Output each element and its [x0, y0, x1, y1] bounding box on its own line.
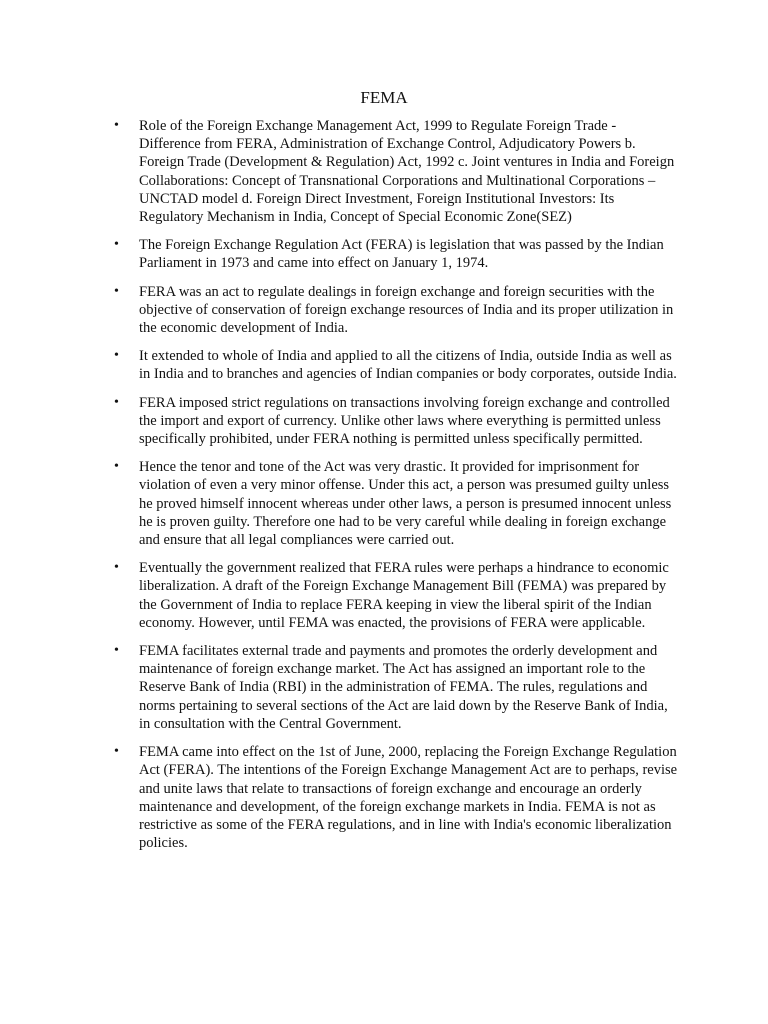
bullet-text: It extended to whole of India and applied to all the citizens of India, outside India as well as in India and to branches and agencies of Indian companies or body corporates, outside India. — [139, 348, 677, 383]
bullet-text: FERA was an act to regulate dealings in foreign exchange and foreign securities with the objective of conservation of foreign exchange resources of India and its proper utilization in the economic development of India. — [139, 283, 674, 337]
bullet-item-8 — [0, 642, 768, 733]
bullet-icon: • — [114, 348, 119, 364]
bullet-item-3 — [0, 283, 768, 338]
bullet-icon: • — [114, 643, 119, 659]
bullet-item-1 — [0, 117, 768, 226]
bullet-icon: • — [114, 459, 119, 475]
bullet-item-5 — [0, 394, 768, 449]
bullet-icon: • — [114, 560, 119, 576]
document-title: FEMA — [360, 88, 408, 107]
bullet-item-4 — [0, 347, 768, 383]
bullet-text: FEMA came into effect on the 1st of June, 2000, replacing the Foreign Exchange Regulation Act (FERA). The intentions of the Foreign Exchange Management Act are to perhaps, revise and unite laws that relate to transactions of foreign exchange and encourage an orderly maintenance and development, of the foreign exchange markets in India. FEMA is not as restrictive as some of the FERA regulations, and in line with India's economic liberalization policies. — [139, 744, 678, 852]
bullet-text: Hence the tenor and tone of the Act was very drastic. It provided for imprisonment for violation of even a very minor offense. Under this act, a person was presumed guilty unless he proved himself innocent whereas under other laws, a person is presumed innocent unless he is proven guilty. Therefore one had to be very careful while dealing in foreign exchange and ensure that all legal compliances were carried out. — [139, 459, 672, 549]
bullet-item-9 — [0, 743, 768, 852]
bullet-item-7 — [0, 559, 768, 632]
bullet-icon: • — [114, 394, 119, 410]
bullet-item-2 — [0, 236, 768, 272]
bullet-icon: • — [114, 237, 119, 253]
bullet-text: FEMA facilitates external trade and payments and promotes the orderly development and maintenance of foreign exchange market. The Act has assigned an important role to the Reserve Bank of India (RBI) in the administration of FEMA. The rules, regulations and norms pertaining to several sections of the Act are laid down by the Reserve Bank of India, in consultation with the Central Government. — [139, 643, 668, 732]
bullet-icon: • — [114, 283, 119, 299]
bullet-icon: • — [114, 744, 119, 760]
bullet-text: Eventually the government realized that FERA rules were perhaps a hindrance to economic liberalization. A draft of the Foreign Exchange Management Bill (FEMA) was prepared by the Government of India to replace FERA keeping in view the liberal spirit of the Indian economy. However, until FEMA was enacted, the provisions of FERA were applicable. — [139, 560, 669, 631]
bullet-list — [0, 117, 768, 862]
bullet-text: The Foreign Exchange Regulation Act (FERA) is legislation that was passed by the Indian Parliament in 1973 and came into effect on January 1, 1974. — [139, 237, 664, 272]
bullet-icon: • — [114, 118, 119, 133]
bullet-text: Role of the Foreign Exchange Management Act, 1999 to Regulate Foreign Trade - Difference from FERA, Administration of Exchange Control, Adjudicatory Powers b. Foreign Trade (Development & Regulation) Act, 1992 c. Joint ventures in India and Foreign Collaborations: Concept of Transnational Corporations and Multinational Corporations – UNCTAD model d. Foreign Direct Investment, Foreign Institutional Investors: Its Regulatory Mechanism in India, Concept of Special Economic Zone(SEZ) — [139, 118, 675, 226]
bullet-text: FERA imposed strict regulations on transactions involving foreign exchange and controlled the import and export of currency. Unlike other laws where everything is permitted unless specifically prohibited, under FERA nothing is permitted unless specifically permitted. — [139, 394, 670, 448]
bullet-item-6 — [0, 458, 768, 549]
